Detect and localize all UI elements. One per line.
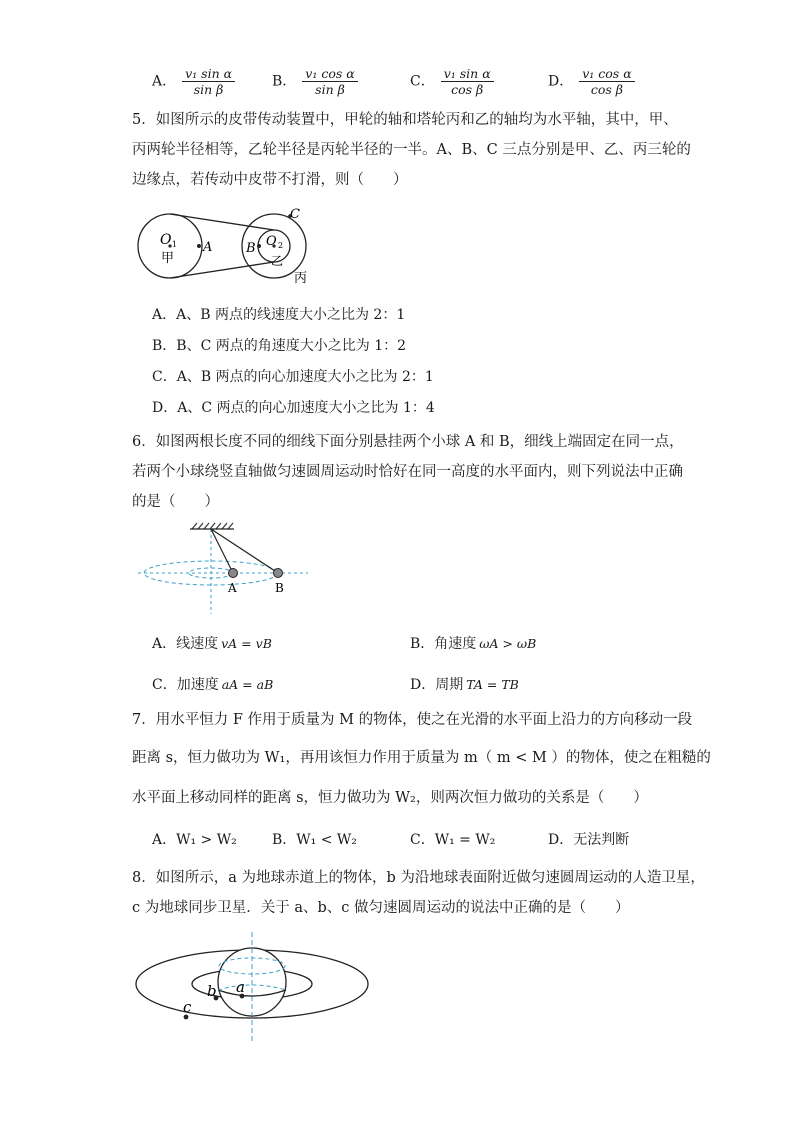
label-b: b: [207, 982, 217, 1000]
belt-upper: [170, 214, 274, 230]
ball-b: [274, 569, 283, 578]
label-a: a: [236, 978, 245, 996]
ball-a: [229, 569, 238, 578]
q5-option-a[interactable]: A．A、B 两点的线速度大小之比为 2：1: [152, 307, 406, 323]
q6-stem-line: 若两个小球绕竖直轴做匀速圆周运动时恰好在同一高度的水平面内，则下列说法中正确: [132, 464, 683, 480]
q4-option-c[interactable]: C． $\frac{\text{v₁ sin α}}{\text{cos β}}$: [410, 66, 494, 97]
q4-option-a[interactable]: A． $\frac{\text{v₁ sin α}}{\text{sin β}}$: [152, 66, 235, 97]
label-b: B: [246, 241, 256, 256]
fraction: $\frac{\text{v₁ sin α}}{\text{cos β}}$: [441, 66, 494, 97]
q5-stem-line: 5．如图所示的皮带传动装置中，甲轮的轴和塔轮丙和乙的轴均为水平轴，其中，甲、: [132, 112, 678, 128]
q5-stem-line: 边缘点，若传动中皮带不打滑，则（ ）: [132, 172, 408, 188]
label-c: c: [183, 998, 192, 1016]
label-yi: 乙: [271, 254, 284, 268]
earth-satellite-figure: [130, 930, 380, 1048]
q8-stem-line: 8．如图所示，a 为地球赤道上的物体，b 为沿地球表面附近做匀速圆周运动的人造卫星，: [132, 870, 705, 886]
fraction: $\frac{\text{v₁ cos α}}{\text{sin β}}$: [302, 66, 357, 97]
label-o2-sub: 2: [278, 241, 284, 250]
label-a: A: [203, 240, 213, 255]
q7-stem-line: 水平面上移动同样的距离 s，恒力做功为 W₂，则两次恒力做功的关系是（ ）: [132, 790, 648, 806]
label-jia: 甲: [161, 251, 175, 266]
q7-option-d[interactable]: D．无法判断: [548, 832, 630, 848]
q5-option-b[interactable]: B．B、C 两点的角速度大小之比为 1：2: [152, 338, 407, 354]
q7-stem-line: 距离 s，恒力做功为 W₁，再用该恒力作用于质量为 m（ m < M ）的物体，使之在粗糙的: [132, 750, 711, 766]
label-bing: 丙: [294, 271, 308, 286]
q6-stem-line: 的是（ ）: [132, 494, 219, 510]
ceiling-hatch: [192, 523, 233, 529]
point-b-dot: [257, 244, 261, 248]
q6-stem-line: 6．如图两根长度不同的细线下面分别悬挂两个小球 A 和 B，细线上端固定在同一点，: [132, 434, 684, 450]
belt-lower: [170, 262, 274, 278]
label-a: A: [228, 581, 237, 595]
q4-option-d[interactable]: D． $\frac{\text{v₁ cos α}}{\text{cos β}}$: [548, 66, 635, 97]
belt-pulley-figure: [130, 200, 320, 295]
q6-option-d[interactable]: D．周期 TA = TB: [410, 677, 519, 693]
label-o1: O: [160, 232, 172, 248]
point-a-dot: [197, 244, 201, 248]
q7-option-c[interactable]: C．W₁ = W₂: [410, 832, 496, 848]
label-c: C: [290, 207, 300, 222]
q6-option-a[interactable]: A．线速度 vA = vB: [152, 636, 272, 652]
q8-stem-line: c 为地球同步卫星．关于 a、b、c 做匀速圆周运动的说法中正确的是（ ）: [132, 900, 630, 916]
q7-option-a[interactable]: A．W₁ > W₂: [152, 832, 237, 848]
q7-stem-line: 7．用水平恒力 F 作用于质量为 M 的物体，使之在光滑的水平面上沿力的方向移动一段: [132, 712, 693, 728]
q7-option-b[interactable]: B．W₁ < W₂: [272, 832, 357, 848]
label-o2: O: [266, 234, 277, 249]
fraction: $\frac{\text{v₁ cos α}}{\text{cos β}}$: [579, 66, 634, 97]
q4-option-b[interactable]: B． $\frac{\text{v₁ cos α}}{\text{sin β}}$: [272, 66, 358, 97]
q5-stem-line: 丙两轮半径相等，乙轮半径是丙轮半径的一半。A、B、C 三点分别是甲、乙、丙三轮的: [132, 142, 691, 158]
label-b: B: [275, 581, 284, 595]
label-o1-sub: 1: [172, 240, 178, 249]
conical-pendulum-figure: [134, 520, 314, 616]
string-b: [211, 529, 278, 573]
q6-option-c[interactable]: C．加速度 aA = aB: [152, 677, 274, 693]
fraction: $\frac{\text{v₁ sin α}}{\text{sin β}}$: [182, 66, 235, 97]
q5-option-c[interactable]: C．A、B 两点的向心加速度大小之比为 2：1: [152, 369, 434, 385]
q5-option-d[interactable]: D．A、C 两点的向心加速度大小之比为 1：4: [152, 400, 435, 416]
q6-option-b[interactable]: B．角速度 ωA > ωB: [410, 636, 537, 652]
